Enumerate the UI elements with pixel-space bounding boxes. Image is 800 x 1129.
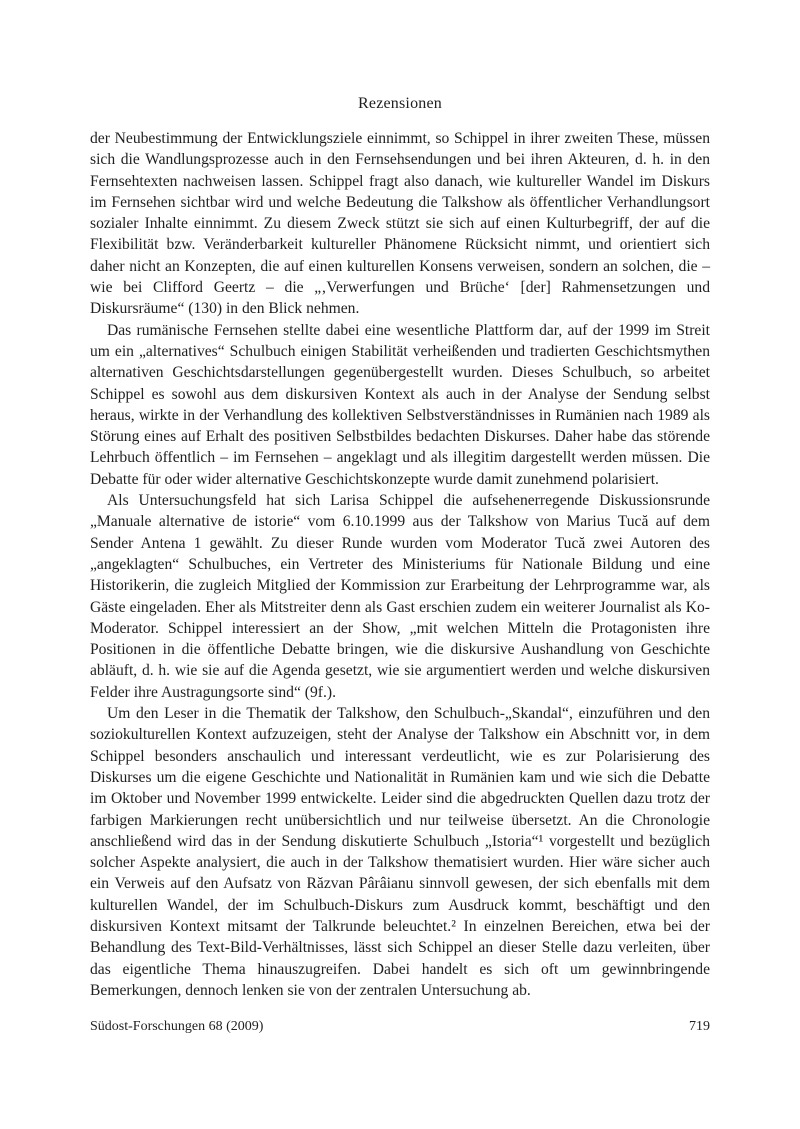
page-number: 719 bbox=[689, 1019, 710, 1034]
paragraph: der Neubestimmung der Entwicklungsziele einnimmt, so Schippel in ihrer zweiten These, müssen sich die Wandlungsprozesse auch in den Fernsehsendungen und bei ihren Akteuren, d. h. in den Fernsehtexten nachweisen lassen. Schippel fragt also danach, wie kultureller Wandel im Diskurs im Fernsehen sichtbar wird und welche Bedeutung die Talkshow als öffentlicher Verhandlungsort sozialer Inhalte einnimmt. Zu diesem Zweck stützt sie sich auf einen Kulturbegriff, der auf die Flexibilität bzw. Veränderbarkeit kultureller Phänomene Rücksicht nimmt, und orientiert sich daher nicht an Konzepten, die auf einen kulturellen Konsens verweisen, sondern an solchen, die – wie bei Clifford Geertz – die „‚Verwerfungen und Brüche‘ [der] Rahmensetzungen und Diskursräume“ (130) in den Blick nehmen. bbox=[90, 130, 710, 318]
body-text bbox=[90, 128, 710, 1001]
journal-citation: Südost-Forschungen 68 (2009) bbox=[90, 1019, 264, 1034]
running-head: Rezensionen bbox=[358, 95, 442, 112]
paragraph: Das rumänische Fernsehen stellte dabei eine wesentliche Plattform dar, auf der 1999 im Streit um ein „alternatives“ Schulbuch einigen Stabilität verheißenden und tradierten Geschichtsmythen alternativen Geschichtsdarstellungen gegenübergestellt wurden. Dieses Schulbuch, so arbeitet Schippel es sowohl aus dem diskursiven Kontext als auch in der Analyse der Sendung selbst heraus, wirkte in der Verhandlung des kollektiven Selbstverständnisses in Rumänien nach 1989 als Störung eines auf Erhalt des positiven Selbstbildes bedachten Diskurses. Daher habe das störende Lehrbuch öffentlich – im Fernsehen – angeklagt und als illegitim dargestellt werden müssen. Die Debatte für oder wider alternative Geschichtskonzepte wurde damit zunehmend polarisiert. bbox=[90, 321, 710, 488]
paragraph: Als Untersuchungsfeld hat sich Larisa Schippel die aufsehenerregende Diskussionsrunde „Manuale alternative de istorie“ vom 6.10.1999 aus der Talkshow von Marius Tucă auf dem Sender Antena 1 gewählt. Zu dieser Runde wurden vom Moderator Tucă zwei Autoren des „angeklagten“ Schulbuches, ein Vertreter des Ministeriums für Nationale Bildung und eine Historikerin, die zugleich Mitglied der Kommission zur Erarbeitung der Lehrprogramme war, als Gäste eingeladen. Eher als Mitstreiter denn als Gast erschien zudem ein weiterer Journalist als Ko-Moderator. Schippel interessiert an der Show, „mit welchen Mitteln die Protagonisten ihre Positionen in die öffentliche Debatte bringen, wie die diskursive Aushandlung von Geschichte abläuft, d. h. wie sie auf die Agenda gesetzt, wie sie argumentiert werden und welche diskursiven Felder ihre Austragungsorte sind“ (9f.). bbox=[90, 492, 710, 701]
paragraph: Um den Leser in die Thematik der Talkshow, den Schulbuch-„Skandal“, einzuführen und den soziokulturellen Kontext aufzuzeigen, steht der Analyse der Talkshow ein Abschnitt vor, in dem Schippel besonders anschaulich und interessant verdeutlicht, wie es zur Polarisierung des Diskurses um die eigene Geschichte und Nationalität in Rumänien kam und wie sich die Debatte im Oktober und November 1999 entwickelte. Leider sind die abgedruckten Quellen dazu trotz der farbigen Markierungen recht unübersichtlich und nur teilweise übersetzt. An die Chronologie anschließend wird das in der Sendung diskutierte Schulbuch „Istoria“¹ vorgestellt und bezüglich solcher Aspekte analysiert, die auch in der Talkshow thematisiert wurden. Hier wäre sicher auch ein Verweis auf den Aufsatz von Răzvan Pârâianu sinnvoll gewesen, der sich ebenfalls mit dem kulturellen Wandel, der im Schulbuch-Diskurs zum Ausdruck kommt, beschäftigt und den diskursiven Kontext mitsamt der Talkrunde beleuchtet.² In einzelnen Bereichen, etwa bei der Behandlung des Text-Bild-Verhältnisses, lässt sich Schippel an dieser Stelle dazu verleiten, über das eigentliche Thema hinauszugreifen. Dabei handelt es sich oft um gewinnbringende Bemerkungen, dennoch lenken sie von der zentralen Untersuchung ab. bbox=[90, 705, 710, 999]
page-footer bbox=[90, 1019, 710, 1035]
